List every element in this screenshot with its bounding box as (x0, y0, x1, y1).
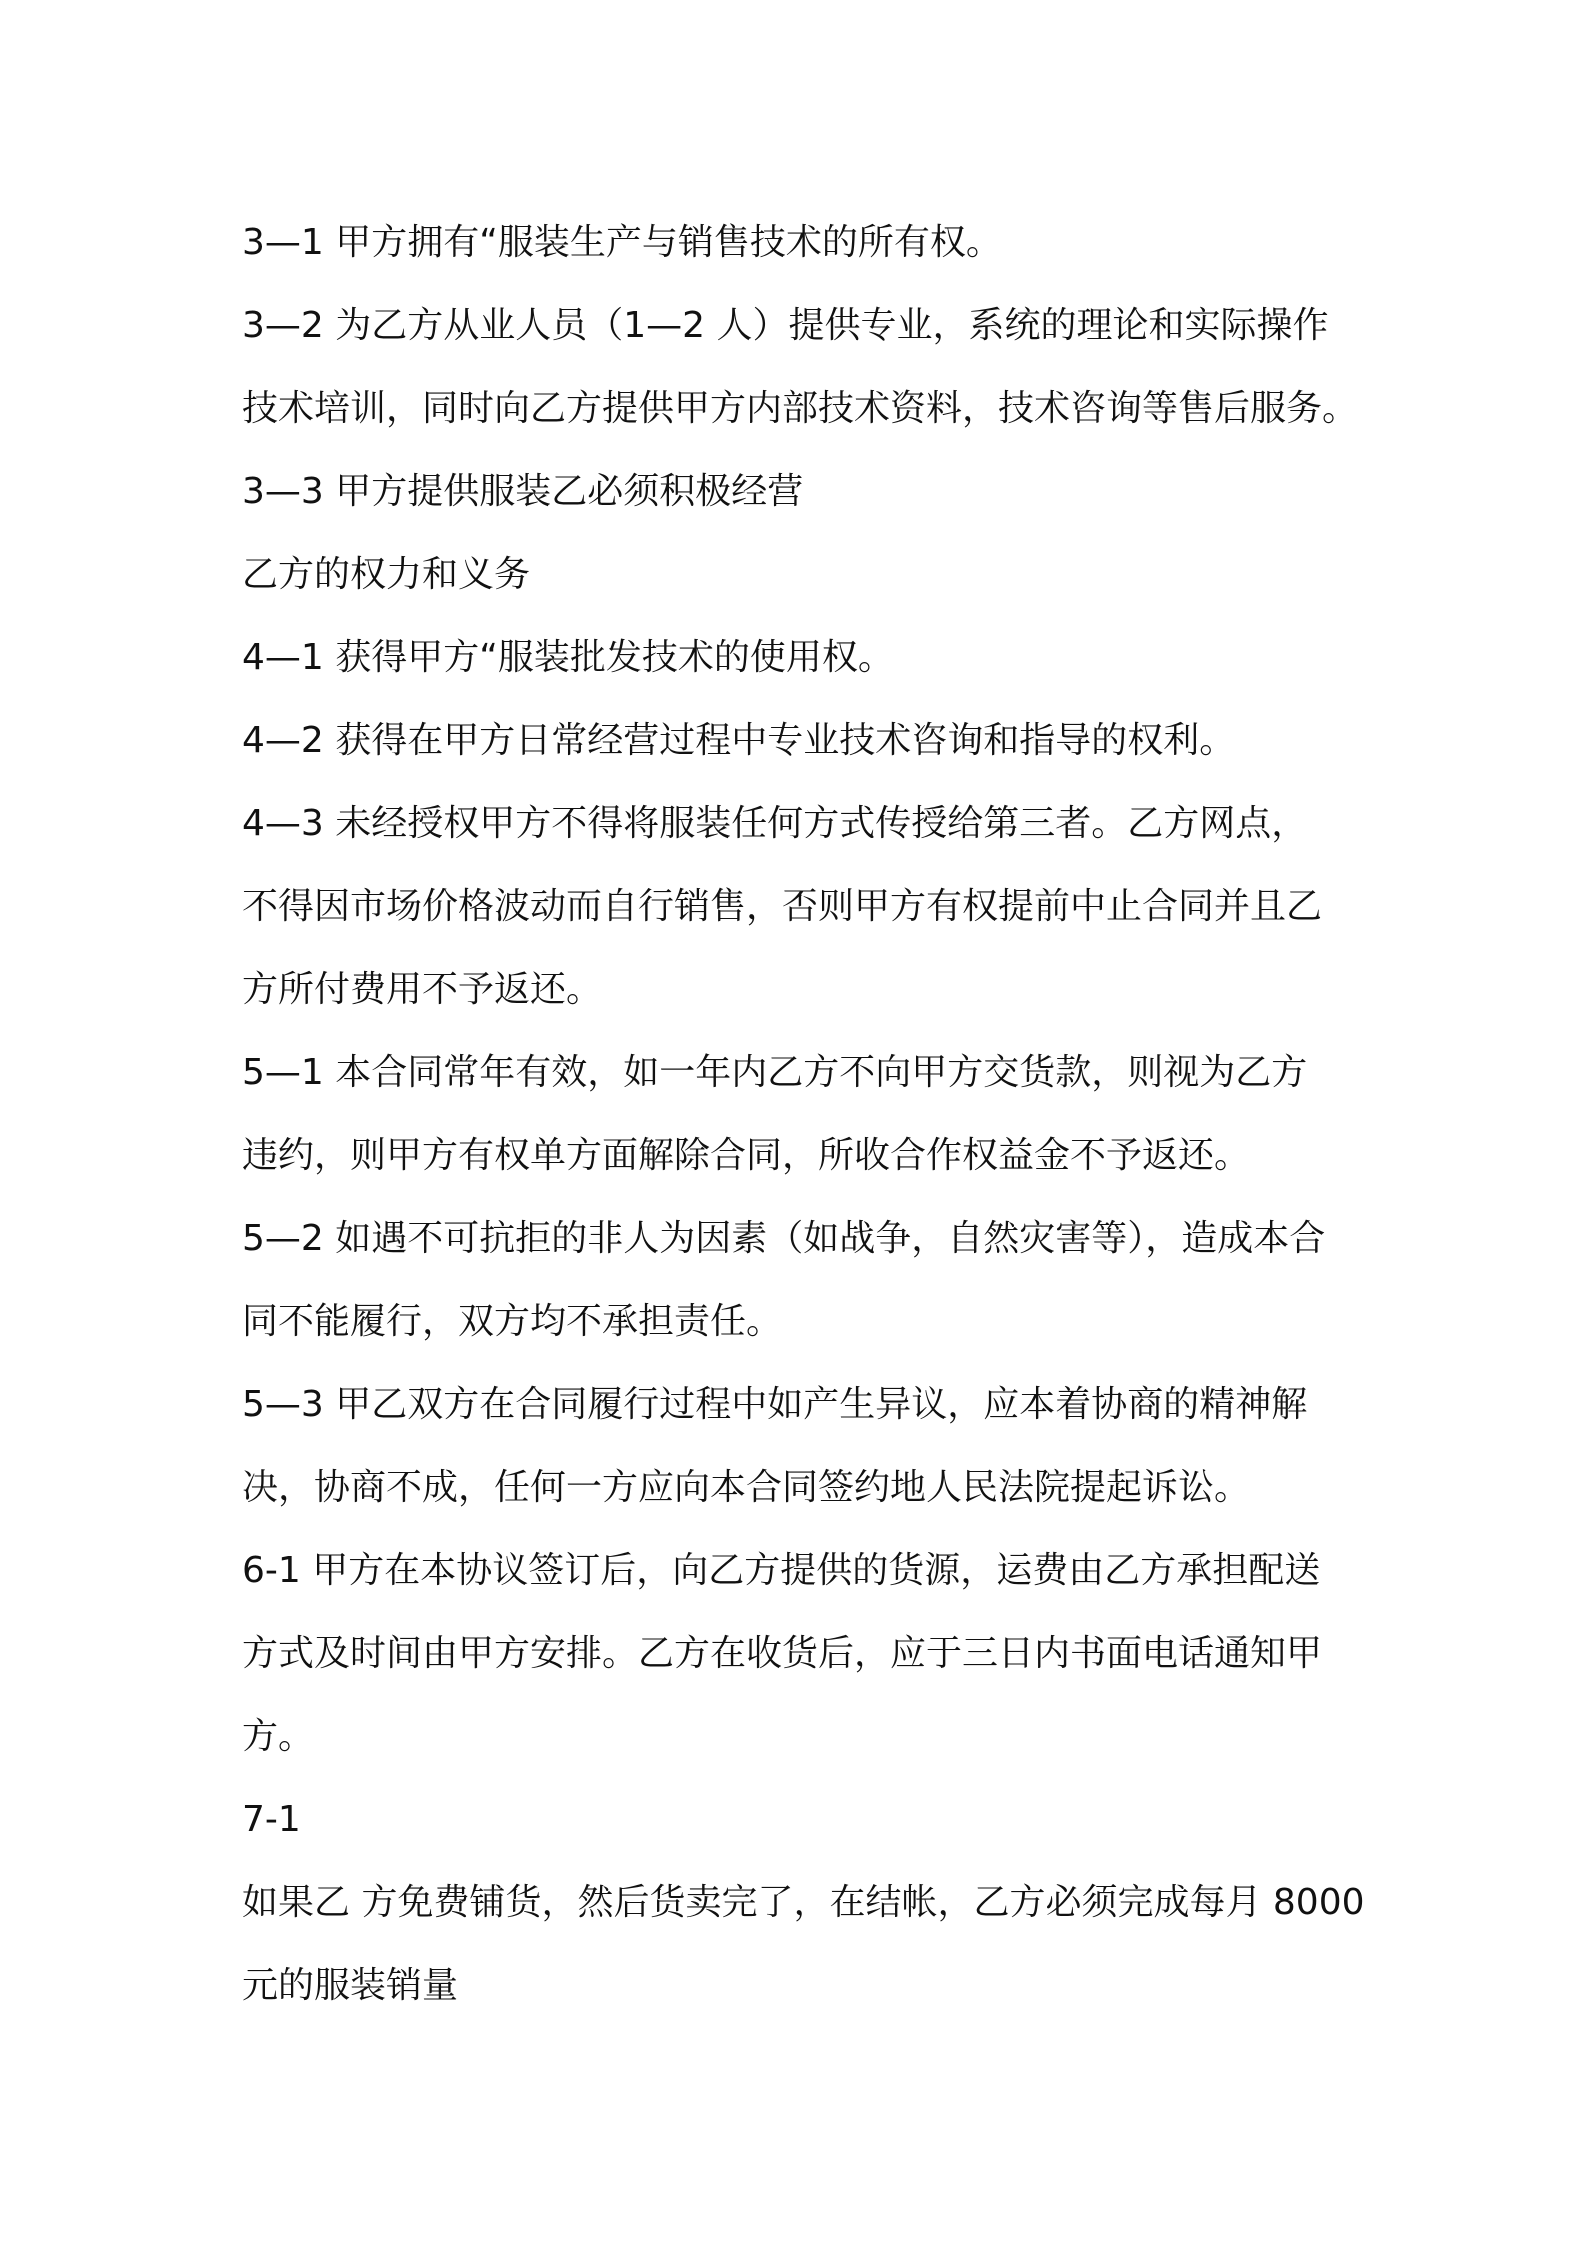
text-line: 5—2 如遇不可抗拒的非人为因素（如战争，自然灾害等），造成本合 (242, 1218, 1326, 1259)
text-line: 元的服装销量 (242, 1965, 459, 2006)
text-line: 违约，则甲方有权单方面解除合同，所收合作权益金不予返还。 (242, 1135, 1251, 1176)
contract-text (242, 201, 1365, 2027)
text-line: 方式及时间由甲方安排。乙方在收货后，应于三日内书面电话通知甲 (242, 1633, 1323, 1674)
text-line: 7-1 (242, 1799, 301, 1840)
text-line: 方。 (242, 1716, 315, 1757)
text-line: 决，协商不成，任何一方应向本合同签约地人民法院提起诉讼。 (242, 1467, 1251, 1508)
text-line: 同不能履行，双方均不承担责任。 (242, 1301, 783, 1342)
text-line: 方所付费用不予返还。 (242, 969, 603, 1010)
text-line: 3—3 甲方提供服装乙必须积极经营 (242, 471, 804, 512)
text-line: 4—3 未经授权甲方不得将服装任何方式传授给第三者。乙方网点， (242, 803, 1308, 844)
text-line: 5—3 甲乙双方在合同履行过程中如产生异议，应本着协商的精神解 (242, 1384, 1308, 1425)
text-line: 6-1 甲方在本协议签订后，向乙方提供的货源，运费由乙方承担配送 (242, 1550, 1321, 1591)
text-line: 3—2 为乙方从业人员（1—2 人）提供专业，系统的理论和实际操作 (242, 305, 1329, 346)
text-line: 4—1 获得甲方“服装批发技术的使用权。 (242, 637, 894, 678)
text-line: 不得因市场价格波动而自行销售，否则甲方有权提前中止合同并且乙 (242, 886, 1323, 927)
text-line: 3—1 甲方拥有“服装生产与销售技术的所有权。 (242, 222, 1002, 263)
text-line: 4—2 获得在甲方日常经营过程中专业技术咨询和指导的权利。 (242, 720, 1236, 761)
text-line: 5—1 本合同常年有效，如一年内乙方不向甲方交货款，则视为乙方 (242, 1052, 1308, 1093)
text-line: 如果乙 方免费铺货，然后货卖完了，在结帐，乙方必须完成每月 8000 (242, 1882, 1365, 1923)
text-line: 技术培训，同时向乙方提供甲方内部技术资料，技术咨询等售后服务。 (242, 388, 1359, 429)
section-heading: 乙方的权力和义务 (242, 554, 531, 595)
